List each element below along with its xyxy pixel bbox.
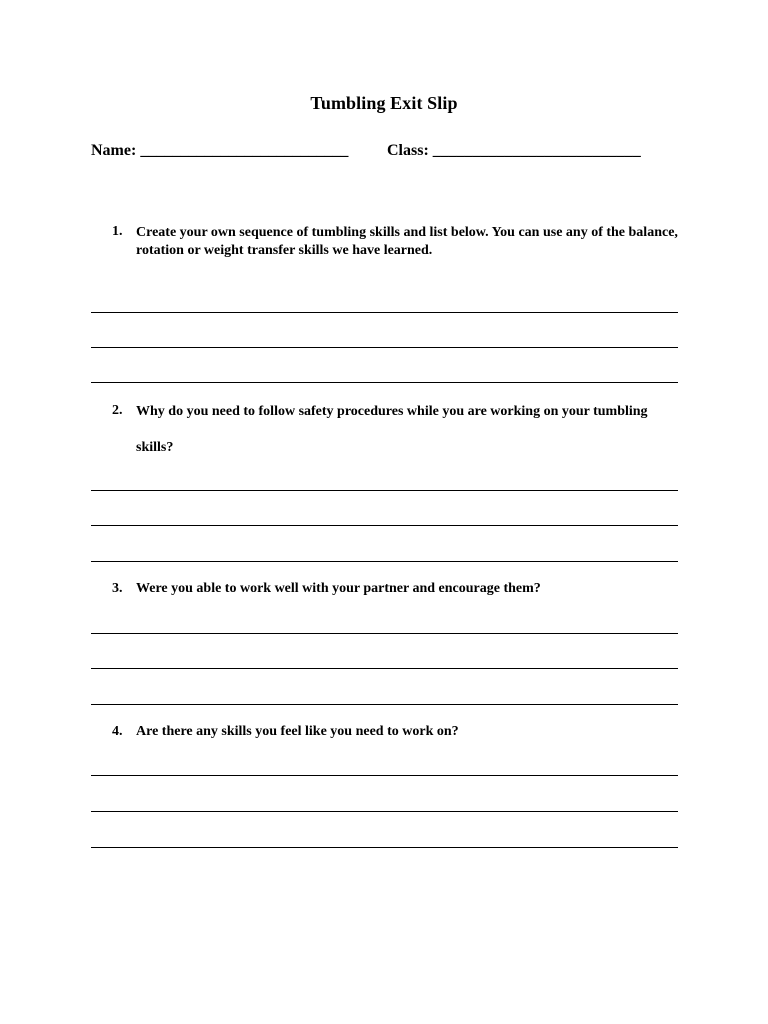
question-2 [112,403,682,466]
class-label: Class: [387,142,429,159]
answer-line[interactable] [91,525,678,526]
question-number: 4. [112,724,123,739]
question-3 [112,581,682,597]
question-text: Were you able to work well with your partner and encourage them? [136,581,541,596]
answer-line[interactable] [91,312,678,313]
name-field [91,142,348,160]
name-blank[interactable]: __________________________ [140,142,349,159]
question-text: Create your own sequence of tumbling skills and list below. You can use any of the balance, rotation or weight transfer skills we have learned. [136,225,678,258]
question-text: Why do you need to follow safety procedures while you are working on your tumbling skills? [136,404,648,455]
answer-line[interactable] [91,847,678,848]
name-label: Name: [91,142,137,159]
answer-line[interactable] [91,811,678,812]
question-number: 2. [112,403,123,418]
answer-line[interactable] [91,668,678,669]
question-1 [112,224,682,260]
answer-line[interactable] [91,347,678,348]
class-field [387,142,641,160]
answer-line[interactable] [91,382,678,383]
page-title: Tumbling Exit Slip [310,93,458,113]
question-text: Are there any skills you feel like you need to work on? [136,724,459,739]
answer-line[interactable] [91,561,678,562]
answer-line[interactable] [91,704,678,705]
answer-line[interactable] [91,633,678,634]
question-number: 1. [112,224,123,239]
question-4 [112,724,682,740]
question-number: 3. [112,581,123,596]
class-blank[interactable]: __________________________ [432,142,641,159]
answer-line[interactable] [91,490,678,491]
answer-line[interactable] [91,775,678,776]
